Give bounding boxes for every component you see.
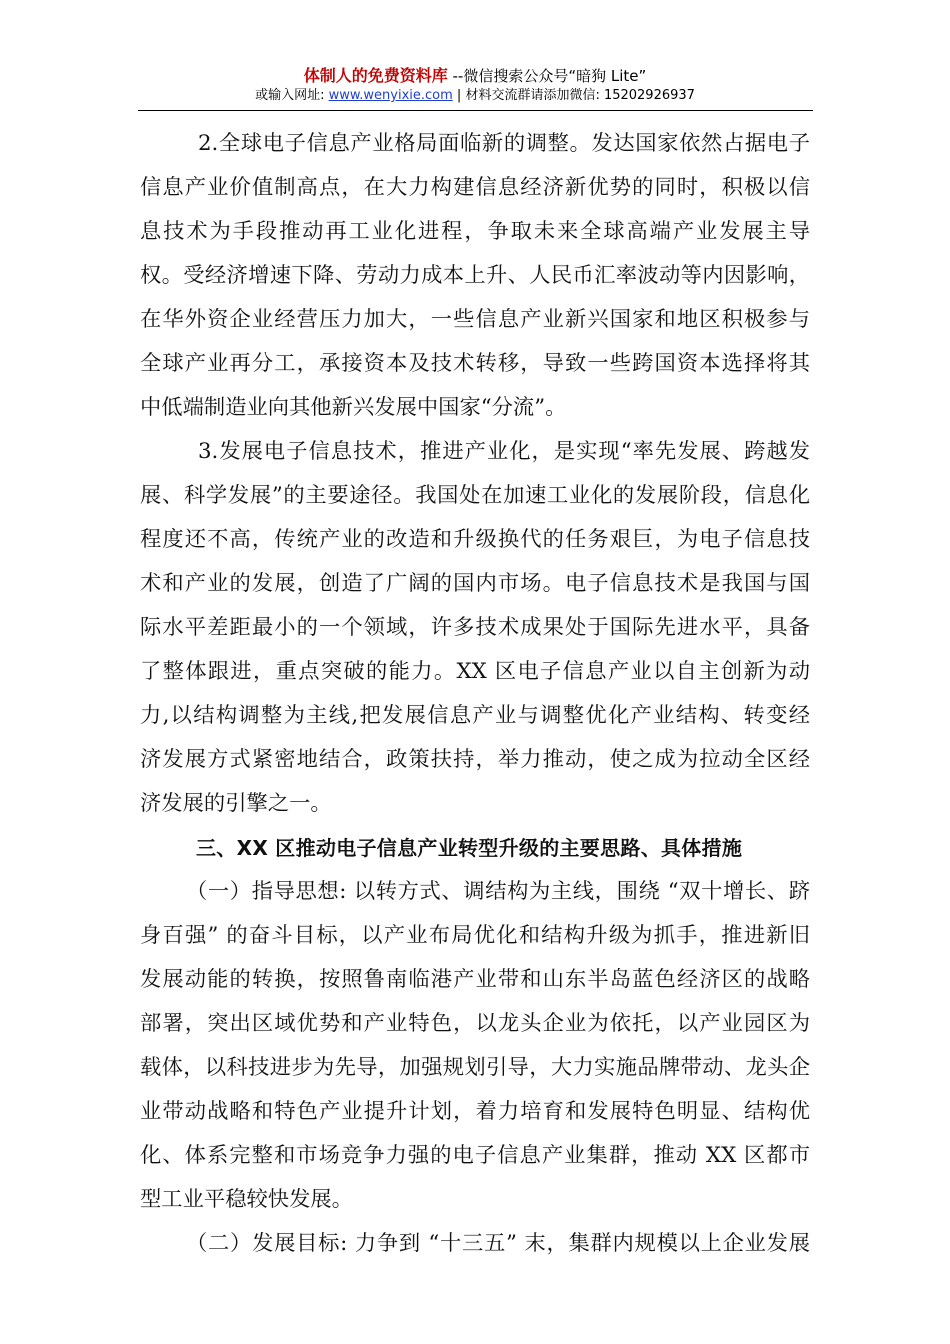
- text-line: 业带动战略和特色产业提升计划，着力培育和发展特色明显、结构优: [140, 1099, 810, 1124]
- text-line: 力,以结构调整为主线,把发展信息产业与调整优化产业结构、转变经: [140, 703, 810, 728]
- text-line: 中低端制造业向其他新兴发展中国家“分流”。: [140, 395, 567, 420]
- text-line: 2.全球电子信息产业格局面临新的调整。发达国家依然占据电子: [198, 131, 810, 156]
- header-url-prefix: 或输入网址:: [255, 88, 329, 103]
- text-line: 程度还不高，传统产业的改造和升级换代的任务艰巨，为电子信息技: [140, 527, 810, 552]
- text-line: 济发展的引擎之一。: [140, 791, 332, 816]
- header-divider: [138, 110, 813, 111]
- text-line: 了整体跟进，重点突破的能力。XX 区电子信息产业以自主创新为动: [140, 659, 810, 684]
- text-line: 展、科学发展”的主要途径。我国处在加速工业化的发展阶段，信息化: [140, 483, 810, 508]
- text-line: （二）发展目标: 力争到 “十三五” 末，集群内规模以上企业发展: [186, 1231, 810, 1256]
- header-site-name: 体制人的免费资料库: [303, 66, 448, 85]
- header-url-line: [0, 86, 950, 106]
- header-title-line: [0, 66, 950, 86]
- text-line: 全球产业再分工，承接资本及技术转移，导致一些跨国资本选择将其: [140, 351, 810, 376]
- text-line: 息技术为手段推动再工业化进程，争取未来全球高端产业发展主导: [140, 219, 810, 244]
- header-tagline: --微信搜索公众号“暗狗 Lite”: [447, 67, 647, 85]
- text-line: 型工业平稳较快发展。: [140, 1187, 353, 1212]
- text-line: 济发展方式紧密地结合，政策扶持，举力推动，使之成为拉动全区经: [140, 747, 810, 772]
- text-line: 3.发展电子信息技术，推进产业化，是实现“率先发展、跨越发: [198, 439, 810, 464]
- section-heading: 三、XX 区推动电子信息产业转型升级的主要思路、具体措施: [196, 836, 743, 860]
- header-url-link[interactable]: www.wenyixie.com: [328, 88, 453, 103]
- text-line: 化、体系完整和市场竞争力强的电子信息产业集群，推动 XX 区都市: [140, 1143, 810, 1168]
- header-contact: | 材料交流群请添加微信: 15202926937: [452, 88, 695, 103]
- text-line: 权。受经济增速下降、劳动力成本上升、人民币汇率波动等内因影响，: [140, 263, 810, 288]
- text-line: 载体，以科技进步为先导，加强规划引导，大力实施品牌带动、龙头企: [140, 1055, 810, 1080]
- text-line: 际水平差距最小的一个领域，许多技术成果处于国际先进水平，具备: [140, 615, 810, 640]
- document-body: [140, 122, 810, 1266]
- text-line: 信息产业价值制高点，在大力构建信息经济新优势的同时，积极以信: [140, 175, 810, 200]
- text-line: （一）指导思想: 以转方式、调结构为主线，围绕 “双十增长、跻: [186, 879, 810, 904]
- text-line: 部署，突出区域优势和产业特色，以龙头企业为依托，以产业园区为: [140, 1011, 810, 1036]
- text-line: 术和产业的发展，创造了广阔的国内市场。电子信息技术是我国与国: [140, 571, 810, 596]
- text-line: 发展动能的转换，按照鲁南临港产业带和山东半岛蓝色经济区的战略: [140, 967, 810, 992]
- page-header: [0, 66, 950, 106]
- text-line: 身百强” 的奋斗目标，以产业布局优化和结构升级为抓手，推进新旧: [140, 923, 810, 948]
- text-line: 在华外资企业经营压力加大，一些信息产业新兴国家和地区积极参与: [140, 307, 810, 332]
